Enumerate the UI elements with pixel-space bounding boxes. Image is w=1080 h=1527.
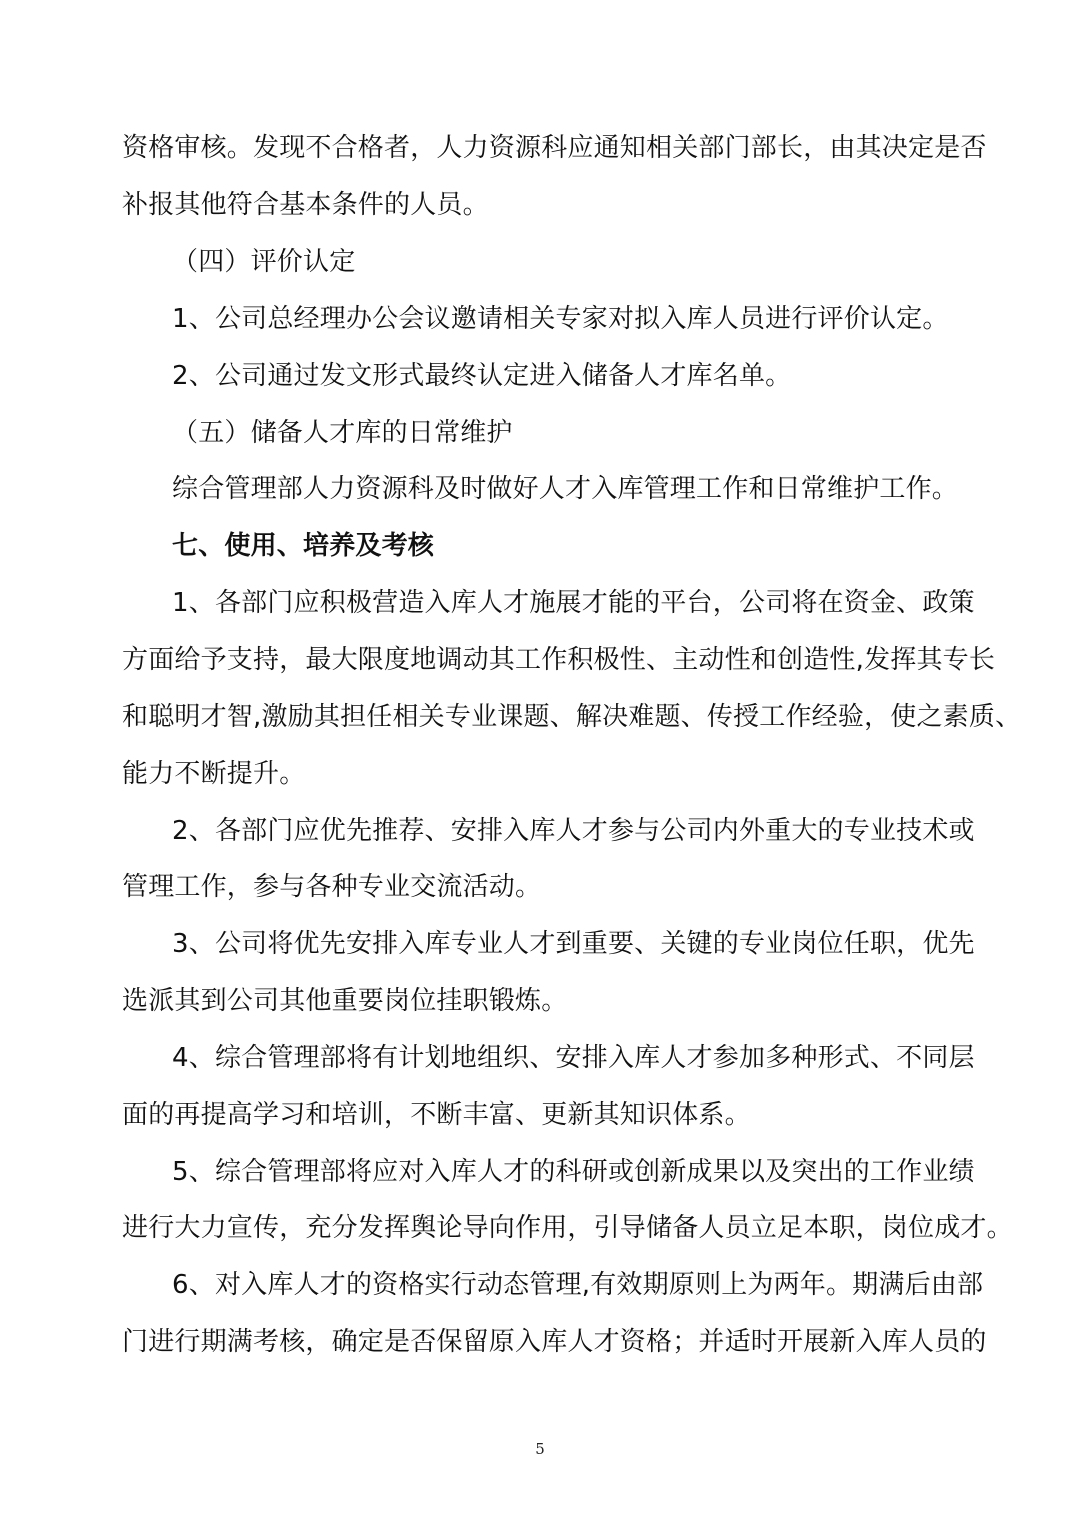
text-line: 和聪明才智,激励其担任相关专业课题、解决难题、传授工作经验，使之素质、	[122, 702, 1022, 732]
text-line: 2、各部门应优先推荐、安排入库人才参与公司内外重大的专业技术或	[172, 816, 975, 846]
section-heading: （五）储备人才库的日常维护	[172, 418, 513, 448]
text-line: 面的再提高学习和培训，不断丰富、更新其知识体系。	[122, 1100, 751, 1130]
text-line: 选派其到公司其他重要岗位挂职锻炼。	[122, 986, 568, 1016]
text-line: 进行大力宣传，充分发挥舆论导向作用，引导储备人员立足本职，岗位成才。	[122, 1213, 1013, 1243]
text-line: 资格审核。发现不合格者，人力资源科应通知相关部门部长，由其决定是否	[122, 133, 987, 163]
text-line: 门进行期满考核，确定是否保留原入库人才资格；并适时开展新入库人员的	[122, 1327, 987, 1357]
text-line: 方面给予支持，最大限度地调动其工作积极性、主动性和创造性,发挥其专长	[122, 645, 996, 675]
text-line: 管理工作，参与各种专业交流活动。	[122, 872, 542, 902]
chapter-heading: 七、使用、培养及考核	[172, 531, 435, 561]
page-number: 5	[535, 1440, 545, 1458]
text-line: 4、综合管理部将有计划地组织、安排入库人才参加多种形式、不同层	[172, 1043, 975, 1073]
text-line: 2、公司通过发文形式最终认定进入储备人才库名单。	[172, 361, 792, 391]
text-line: 5、综合管理部将应对入库人才的科研或创新成果以及突出的工作业绩	[172, 1157, 975, 1187]
text-line: 3、公司将优先安排入库专业人才到重要、关键的专业岗位任职，优先	[172, 929, 975, 959]
text-line: 1、各部门应积极营造入库人才施展才能的平台，公司将在资金、政策	[172, 588, 975, 618]
text-line: 能力不断提升。	[122, 759, 306, 789]
section-heading: （四）评价认定	[172, 247, 356, 277]
text-line: 综合管理部人力资源科及时做好人才入库管理工作和日常维护工作。	[172, 474, 959, 504]
text-line: 补报其他符合基本条件的人员。	[122, 190, 489, 220]
text-line: 6、对入库人才的资格实行动态管理,有效期原则上为两年。期满后由部	[172, 1270, 984, 1300]
text-line: 1、公司总经理办公会议邀请相关专家对拟入库人员进行评价认定。	[172, 304, 949, 334]
